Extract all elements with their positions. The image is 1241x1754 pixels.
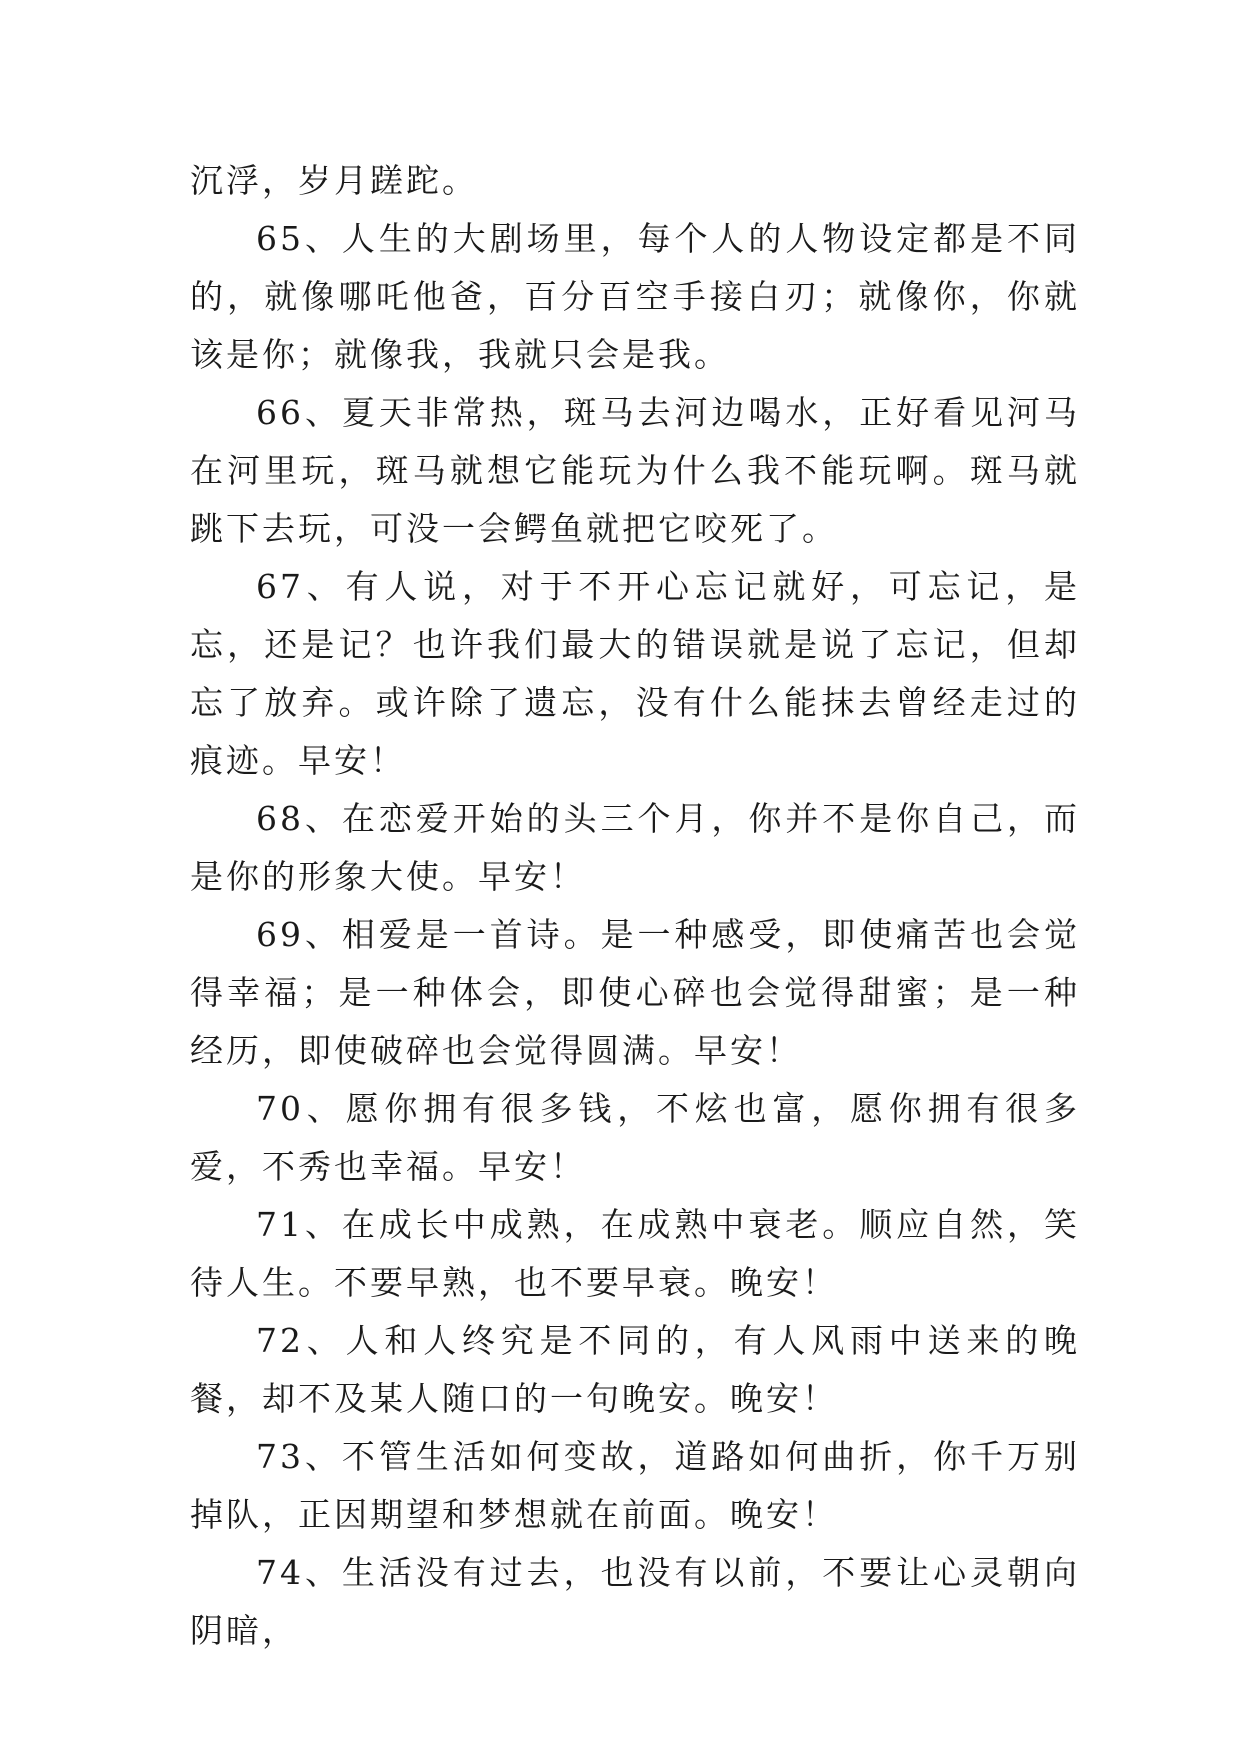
paragraph: 72、人和人终究是不同的，有人风雨中送来的晚餐，却不及某人随口的一句晚安。晚安！ bbox=[190, 1321, 1080, 1418]
paragraph: 68、在恋爱开始的头三个月，你并不是你自己，而是你的形象大使。早安！ bbox=[190, 799, 1080, 896]
paragraph: 71、在成长中成熟，在成熟中衰老。顺应自然，笑待人生。不要早熟，也不要早衰。晚安！ bbox=[190, 1205, 1080, 1302]
paragraph: 沉浮，岁月蹉跎。 bbox=[190, 161, 478, 200]
document-body bbox=[190, 152, 1080, 1660]
paragraph: 73、不管生活如何变故，道路如何曲折，你千万别掉队，正因期望和梦想就在前面。晚安！ bbox=[190, 1437, 1080, 1534]
paragraph: 70、愿你拥有很多钱，不炫也富，愿你拥有很多爱，不秀也幸福。早安！ bbox=[190, 1089, 1080, 1186]
paragraph: 65、人生的大剧场里，每个人的人物设定都是不同的，就像哪吒他爸，百分百空手接白刃；就像你，你就该是你；就像我，我就只会是我。 bbox=[190, 219, 1080, 374]
paragraph: 67、有人说，对于不开心忘记就好，可忘记，是忘，还是记？也许我们最大的错误就是说了忘记，但却忘了放弃。或许除了遗忘，没有什么能抹去曾经走过的痕迹。早安！ bbox=[190, 567, 1080, 780]
paragraph: 66、夏天非常热，斑马去河边喝水，正好看见河马在河里玩，斑马就想它能玩为什么我不能玩啊。斑马就跳下去玩，可没一会鳄鱼就把它咬死了。 bbox=[190, 393, 1080, 548]
paragraph: 74、生活没有过去，也没有以前，不要让心灵朝向阴暗， bbox=[190, 1553, 1080, 1650]
paragraph: 69、相爱是一首诗。是一种感受，即使痛苦也会觉得幸福；是一种体会，即使心碎也会觉得甜蜜；是一种经历，即使破碎也会觉得圆满。早安！ bbox=[190, 915, 1080, 1070]
